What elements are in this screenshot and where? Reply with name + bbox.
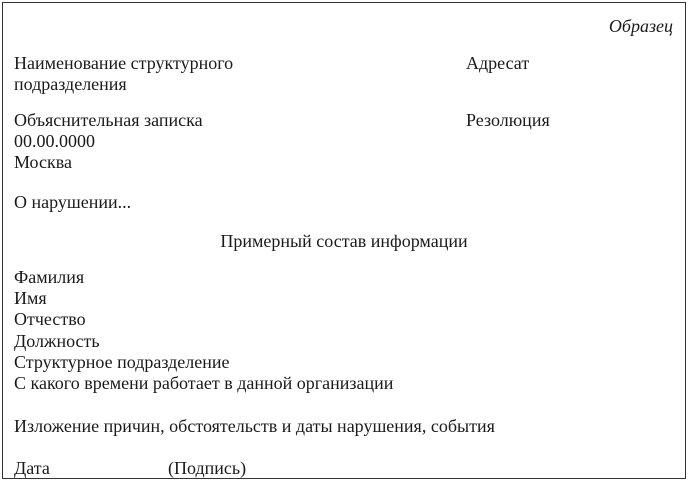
footer-signature-label: (Подпись): [168, 458, 247, 478]
statement-text: Изложение причин, обстоятельств и даты нарушения, события: [14, 416, 495, 436]
department-name-line1: Наименование структурного: [14, 53, 234, 73]
field-first-name: Имя: [14, 288, 47, 308]
field-employment-start: С какого времени работает в данной организации: [14, 373, 394, 393]
document-frame: [2, 2, 686, 479]
field-position: Должность: [14, 331, 100, 351]
addressee-label: Адресат: [466, 53, 530, 73]
footer-date-label: Дата: [14, 458, 50, 478]
department-name-line2: подразделения: [14, 74, 127, 94]
memo-type: Объяснительная записка: [14, 110, 203, 130]
memo-subject: О нарушении...: [14, 192, 132, 212]
memo-city: Москва: [14, 152, 72, 172]
resolution-label: Резолюция: [466, 110, 550, 130]
field-patronymic: Отчество: [14, 309, 86, 329]
section-title: Примерный состав информации: [220, 231, 468, 251]
sample-label: Образец: [608, 16, 673, 36]
field-surname: Фамилия: [14, 267, 85, 287]
memo-date: 00.00.0000: [14, 131, 95, 151]
field-department: Структурное подразделение: [14, 352, 230, 372]
